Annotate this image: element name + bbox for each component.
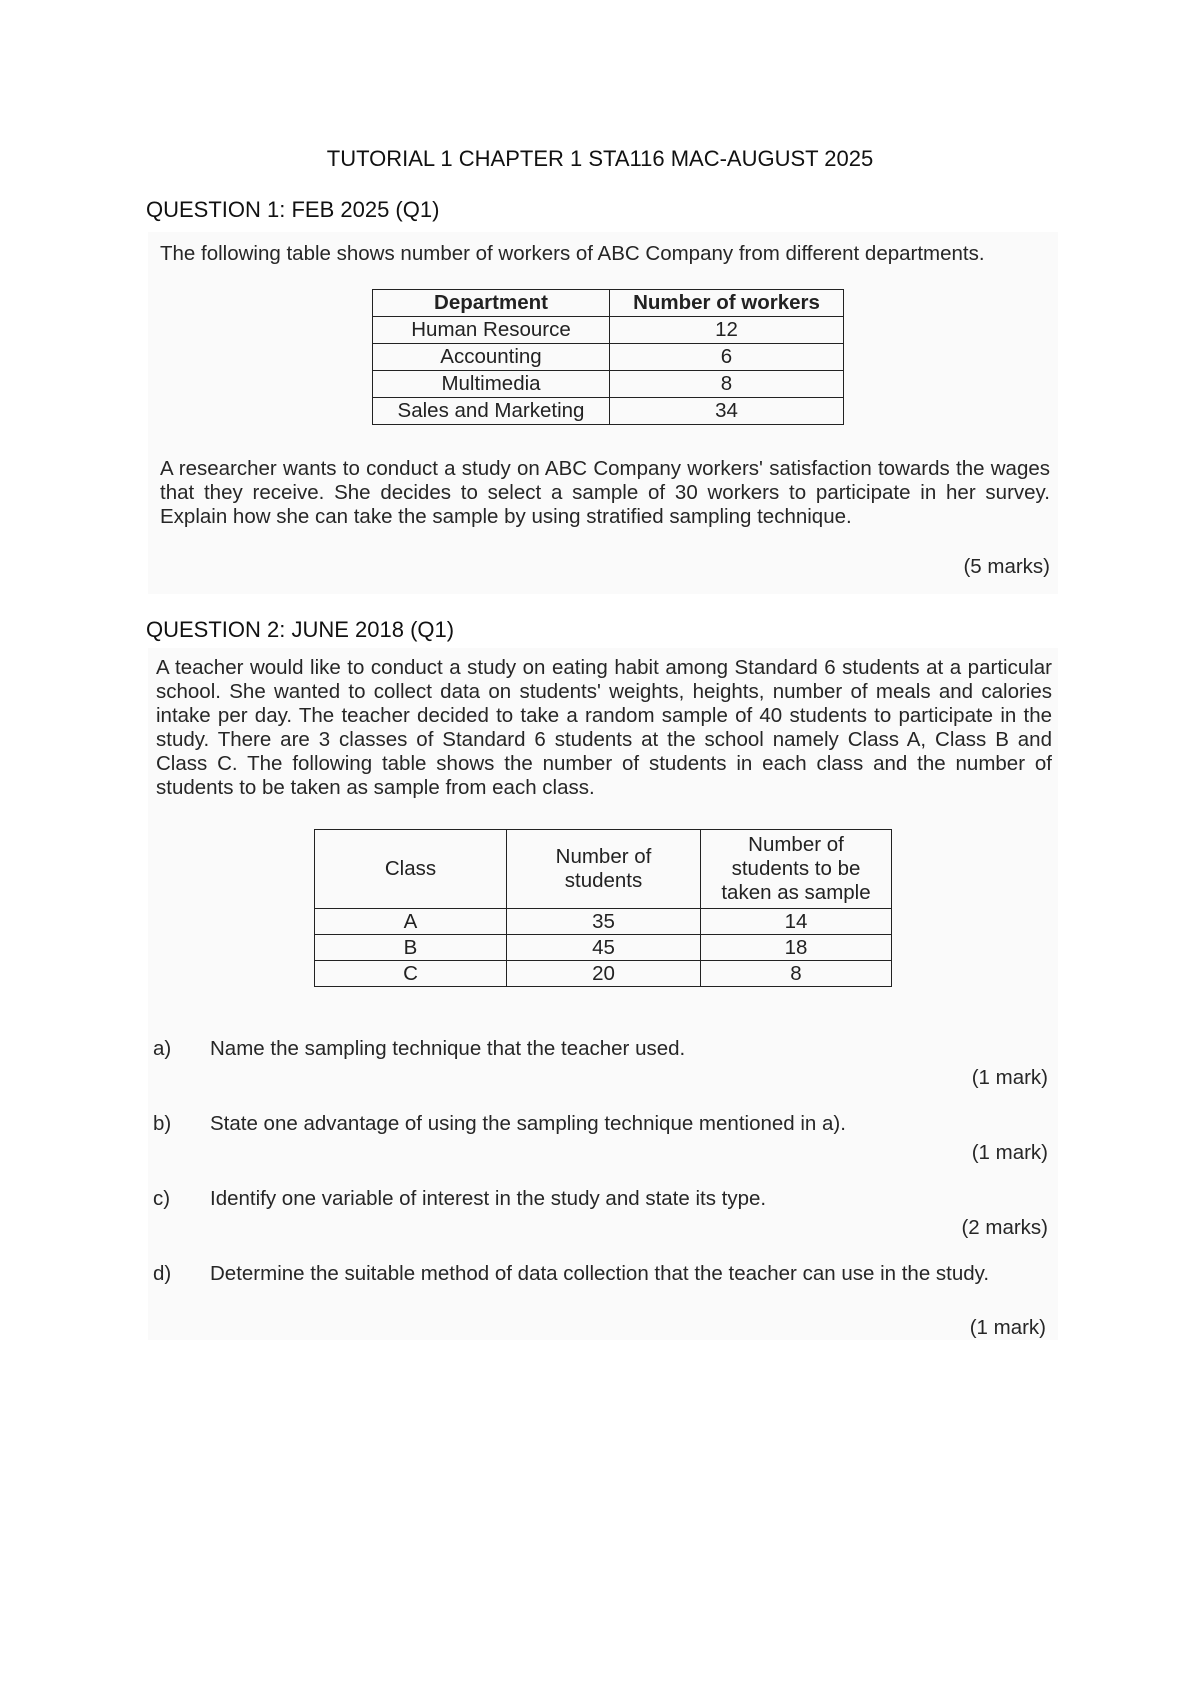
table-cell: 12 <box>610 317 844 344</box>
question-1-body: A researcher wants to conduct a study on ABC Company workers' satisfaction towards the wages that they receive. She decides to select a sample of 30 workers to participate in her survey. Explain how she can take the sample by using stratified sampling technique. <box>160 457 1050 528</box>
students-table <box>314 829 892 987</box>
table-cell: 45 <box>507 935 701 961</box>
table-header-cell: Class <box>315 830 507 909</box>
table-header-cell: Department <box>373 290 610 317</box>
table-cell: 6 <box>610 344 844 371</box>
table-row <box>315 961 892 987</box>
table-row <box>373 344 844 371</box>
table-cell: B <box>315 935 507 961</box>
table-cell: 8 <box>610 371 844 398</box>
table-header-row <box>315 830 892 909</box>
part-c-marks: (2 marks) <box>961 1216 1048 1239</box>
part-a-marks: (1 mark) <box>971 1066 1048 1089</box>
table-row <box>315 909 892 935</box>
question-1-marks: (5 marks) <box>963 555 1050 578</box>
part-a-text: Name the sampling technique that the teacher used. <box>210 1037 686 1060</box>
table-cell: 8 <box>701 961 892 987</box>
table-header-cell: Number of workers <box>610 290 844 317</box>
table-cell: 18 <box>701 935 892 961</box>
table-cell: Human Resource <box>373 317 610 344</box>
table-header-cell: Number of students to be taken as sample <box>701 830 892 909</box>
table-cell: A <box>315 909 507 935</box>
table-cell: 20 <box>507 961 701 987</box>
part-a-label: a) <box>153 1037 172 1060</box>
table-row <box>315 935 892 961</box>
part-d-label: d) <box>153 1262 172 1285</box>
part-b-marks: (1 mark) <box>971 1141 1048 1164</box>
question-2-heading: QUESTION 2: JUNE 2018 (Q1) <box>146 617 455 642</box>
table-cell: Accounting <box>373 344 610 371</box>
part-b-text: State one advantage of using the sampling technique mentioned in a). <box>210 1112 846 1135</box>
workers-table <box>372 289 844 425</box>
part-b-label: b) <box>153 1112 172 1135</box>
question-1-heading: QUESTION 1: FEB 2025 (Q1) <box>146 197 440 222</box>
table-cell: Sales and Marketing <box>373 398 610 425</box>
part-d-marks: (1 mark) <box>969 1316 1046 1339</box>
table-header-cell: Number of students <box>507 830 701 909</box>
table-row <box>373 371 844 398</box>
question-2-intro: A teacher would like to conduct a study on eating habit among Standard 6 students at a particular school. She wanted to collect data on students' weights, heights, number of meals and calories intake per day. The teacher decided to take a random sample of 40 students to participate in the study. There are 3 classes of Standard 6 students at the school namely Class A, Class B and Class C. The following table shows the number of students in each class and the number of students to be taken as sample from each class. <box>156 656 1052 799</box>
page-title: TUTORIAL 1 CHAPTER 1 STA116 MAC-AUGUST 2025 <box>326 146 874 171</box>
table-cell: 34 <box>610 398 844 425</box>
question-1-intro: The following table shows number of workers of ABC Company from different departments. <box>160 242 985 265</box>
table-row <box>373 317 844 344</box>
table-row <box>373 398 844 425</box>
table-cell: 14 <box>701 909 892 935</box>
table-cell: C <box>315 961 507 987</box>
part-c-label: c) <box>153 1187 171 1210</box>
table-cell: 35 <box>507 909 701 935</box>
part-c-text: Identify one variable of interest in the study and state its type. <box>210 1187 767 1210</box>
table-cell: Multimedia <box>373 371 610 398</box>
part-d-text: Determine the suitable method of data collection that the teacher can use in the study. <box>210 1262 990 1285</box>
table-header-row <box>373 290 844 317</box>
